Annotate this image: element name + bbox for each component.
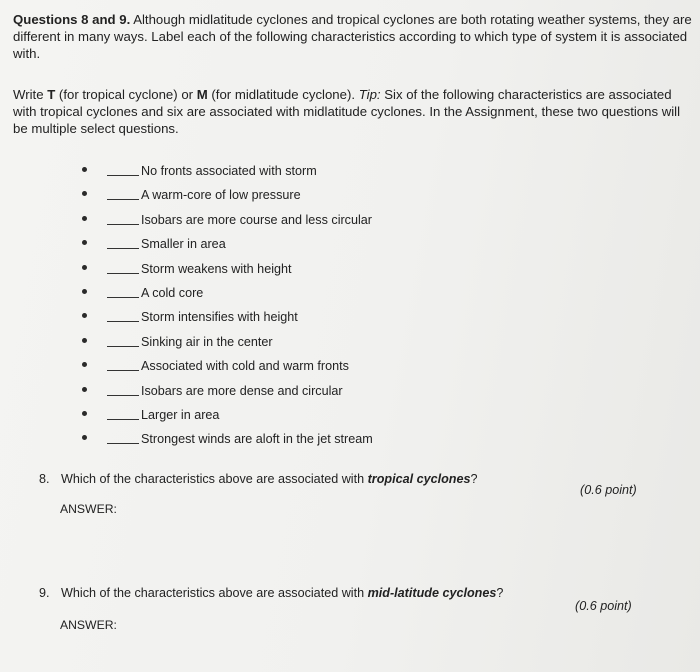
bullet-icon xyxy=(82,265,87,270)
characteristic-text: Isobars are more dense and circular xyxy=(141,383,343,398)
bullet-icon xyxy=(82,216,87,221)
answer-blank[interactable] xyxy=(107,346,139,347)
question-8-text-post: ? xyxy=(470,472,478,486)
bullet-icon xyxy=(82,240,87,245)
answer-blank[interactable] xyxy=(107,297,139,298)
bullet-icon xyxy=(82,338,87,343)
question-9-emphasis: mid-latitude cyclones xyxy=(367,586,497,600)
instructions-m-letter: M xyxy=(196,87,208,102)
bullet-icon xyxy=(82,411,87,416)
question-9-number: 9. xyxy=(39,586,50,600)
answer-blank[interactable] xyxy=(107,443,139,444)
characteristic-text: Sinking air in the center xyxy=(141,334,273,349)
bullet-icon xyxy=(82,313,87,318)
answer-blank[interactable] xyxy=(107,370,139,371)
answer-blank[interactable] xyxy=(107,175,139,176)
instructions-text-3: (for midlatitude cyclone). xyxy=(207,87,359,102)
bullet-icon xyxy=(82,362,87,367)
bullet-icon xyxy=(82,167,87,172)
answer-blank[interactable] xyxy=(107,248,139,249)
instructions-paragraph xyxy=(13,86,683,137)
characteristic-text: Associated with cold and warm fronts xyxy=(141,359,349,374)
characteristic-text: Storm intensifies with height xyxy=(141,310,298,325)
question-8-emphasis: tropical cyclones xyxy=(367,472,471,486)
characteristic-text: Larger in area xyxy=(141,407,220,422)
instructions-text-4: Six of the following characteristics are associated with tropical cyclones and six are associated with midlatitude cyclones. In the Assignment, these two questions will be multiple select questions. xyxy=(13,87,681,136)
question-9-answer-label: ANSWER: xyxy=(60,618,117,632)
question-8-number: 8. xyxy=(39,472,50,486)
answer-blank[interactable] xyxy=(107,224,139,225)
characteristic-text: Storm weakens with height xyxy=(141,261,292,276)
question-8-points: (0.6 point) xyxy=(580,483,637,497)
instructions-tip: Tip: xyxy=(358,87,381,102)
characteristic-text: Strongest winds are aloft in the jet stream xyxy=(141,432,373,447)
question-9-text-pre: Which of the characteristics above are associated with xyxy=(61,586,368,600)
instructions-text-2: (for tropical cyclone) or xyxy=(55,87,197,102)
question-8-answer-label: ANSWER: xyxy=(60,502,117,516)
instructions-t-letter: T xyxy=(47,87,56,102)
question-9-text-post: ? xyxy=(496,586,504,600)
characteristic-text: Isobars are more course and less circular xyxy=(141,212,372,227)
answer-blank[interactable] xyxy=(107,321,139,322)
bullet-icon xyxy=(82,435,87,440)
characteristic-text: A cold core xyxy=(141,285,204,300)
question-9-points: (0.6 point) xyxy=(575,599,632,613)
answer-blank[interactable] xyxy=(107,199,139,200)
answer-blank[interactable] xyxy=(107,419,139,420)
question-8-text-pre: Which of the characteristics above are associated with xyxy=(61,472,368,486)
bullet-icon xyxy=(82,191,87,196)
characteristic-text: Smaller in area xyxy=(141,237,226,252)
bullet-icon xyxy=(82,289,87,294)
intro-paragraph xyxy=(13,11,697,62)
question-8-text xyxy=(61,471,478,487)
intro-lead: Questions 8 and 9. xyxy=(13,12,131,27)
answer-blank[interactable] xyxy=(107,395,139,396)
answer-blank[interactable] xyxy=(107,273,139,274)
intro-text: Although midlatitude cyclones and tropical cyclones are both rotating weather systems, they are different in many ways. Label each of the following characteristics according to which type of system it is associated with. xyxy=(13,12,692,61)
characteristic-text: No fronts associated with storm xyxy=(141,164,317,178)
bullet-icon xyxy=(82,387,87,392)
characteristic-text: A warm-core of low pressure xyxy=(141,188,301,203)
instructions-text-1: Write xyxy=(13,87,48,102)
question-9-text xyxy=(61,585,503,601)
